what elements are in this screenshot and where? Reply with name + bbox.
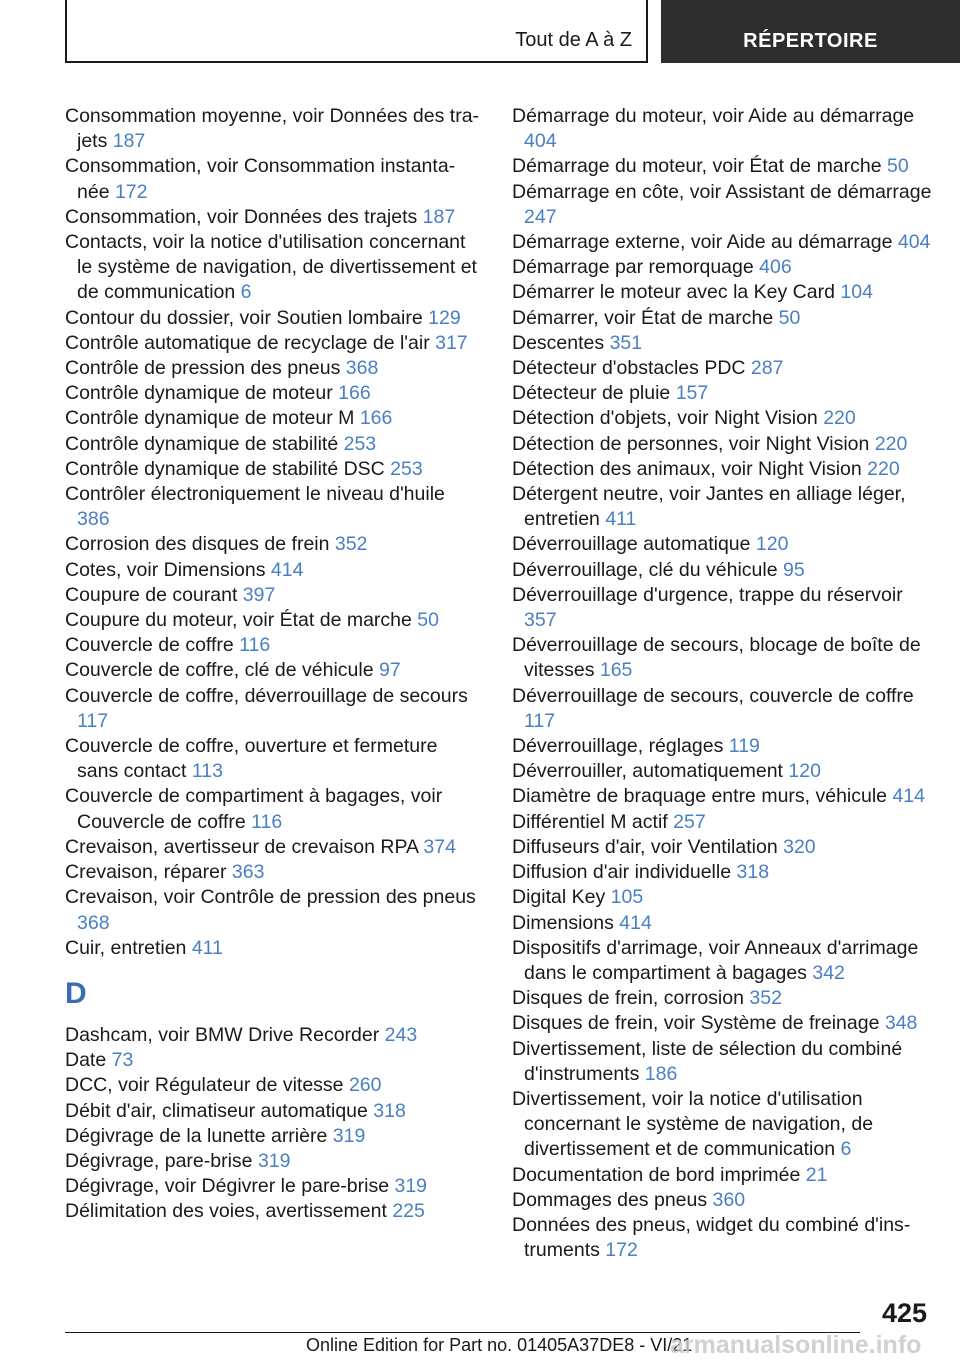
page-reference-link[interactable]: 404 [524,130,557,153]
index-entry [65,154,480,204]
index-entry-text: Détecteur de pluie [512,382,676,405]
page-reference-link[interactable]: 220 [874,432,908,455]
page-reference-link[interactable]: 411 [605,508,637,531]
page-reference-link[interactable]: 50 [887,155,909,178]
index-entry-text: Dégivrage, voir Dégivrer le pare-brise [65,1175,395,1198]
index-entry-text: Démarrage du moteur, voir État de marche [512,155,888,178]
page-reference-link[interactable]: 253 [343,432,377,455]
index-entry [65,658,480,683]
page-reference-link[interactable]: 187 [422,205,456,228]
index-entry [65,331,480,356]
index-entry [65,1149,480,1174]
index-entry [512,406,932,431]
page-number: 425 [881,1298,927,1328]
index-entry [65,684,480,734]
index-entry-text: Dégivrage, pare-brise [65,1149,258,1172]
index-entry [65,230,480,306]
index-entry-text: Couvercle de compartiment à bagages, voir Couvercle de coffre [65,785,443,833]
index-entry [65,406,480,431]
index-entry [65,885,480,935]
footer-edition: Online Edition for Part no. 01405A37DE8 - VI/21 [306,1335,693,1355]
section-title: Tout de A à Z [515,29,632,51]
page-reference-link[interactable]: 105 [610,886,644,909]
index-entry [512,885,932,910]
index-entry-text: Contrôle dynamique de stabilité DSC [65,457,391,480]
index-entry-text: Contrôle de pression des pneus [65,357,346,380]
index-entry-text: Digital Key [512,886,611,909]
page-reference-link[interactable]: 368 [345,357,379,380]
page-reference-link[interactable]: 225 [392,1200,425,1223]
page-reference-link[interactable]: 257 [673,810,706,833]
index-entry [65,532,480,557]
index-entry [512,280,932,305]
index-entry [65,356,480,381]
index-entry-text: Contrôle dynamique de moteur [65,382,339,405]
page-reference-link[interactable]: 404 [897,231,931,254]
page-reference-link[interactable]: 6 [840,1138,852,1161]
page-reference-link[interactable]: 165 [599,659,633,682]
page-reference-link[interactable]: 406 [759,256,792,279]
page-reference-link[interactable]: 117 [77,709,109,732]
page-reference-link[interactable]: 166 [359,407,393,430]
page-reference-link[interactable]: 319 [257,1149,291,1172]
index-entry [65,583,480,608]
index-entry-text: Contour du dossier, voir Soutien lombaire [65,306,429,329]
page-reference-link[interactable]: 166 [338,382,371,405]
index-entry-text: Détection de personnes, voir Night Vision [512,432,875,455]
page-reference-link[interactable]: 386 [77,508,110,531]
page-reference-link[interactable]: 318 [736,861,770,884]
index-entry-text: Coupure de courant [65,583,243,606]
page-reference-link[interactable]: 116 [239,634,271,657]
index-entry-text: Descentes [512,331,610,354]
index-column-left [65,104,480,1225]
index-entry-text: Détergent neutre, voir Jantes en alliage léger, entretien [512,483,906,531]
index-entry [65,734,480,784]
index-entry [512,104,932,154]
index-entry-text: Couvercle de coffre [65,634,240,657]
index-entry-text: Contrôle automatique de recyclage de l'air [65,331,436,354]
page-reference-link[interactable]: 287 [750,357,784,380]
index-entry [512,936,932,986]
index-entry-text: Crevaison, réparer [65,861,232,884]
index-entry-text: Contrôler électroniquement le niveau d'huile [65,483,445,506]
index-entry [512,759,932,784]
index-entry-text: Divertissement, liste de sélection du combiné d'instruments [512,1037,903,1085]
index-entry-text: Débit d'air, climatiseur automatique [65,1099,374,1122]
index-entry [512,381,932,406]
index-entry-text: Déverrouillage, réglages [512,735,729,758]
page-reference-link[interactable]: 352 [749,987,782,1010]
index-entry [65,306,480,331]
index-entry-text: Démarrer, voir État de marche [512,306,779,329]
page-reference-link[interactable]: 6 [240,281,252,304]
index-entry-text: Divertissement, voir la notice d'utilisation concernant le système de navigation, de divertissement et de communication [512,1087,874,1161]
page-reference-link[interactable]: 73 [111,1049,134,1072]
page-reference-link[interactable]: 157 [675,382,709,405]
index-entry-text: Démarrage externe, voir Aide au démarrage [512,231,898,254]
index-entry-text: Démarrage par remorquage [512,256,760,279]
index-entry-text: Crevaison, voir Contrôle de pression des pneus [65,886,476,909]
index-entry [512,532,932,557]
index-entry [512,734,932,759]
index-entry [512,482,932,532]
page-reference-link[interactable]: 129 [428,306,461,329]
index-entry-text: Contrôle dynamique de stabilité [65,432,344,455]
index-entry-text: Détecteur d'obstacles PDC [512,357,751,380]
index-entry [65,381,480,406]
page-reference-link[interactable]: 172 [605,1239,638,1262]
index-entry [512,1213,932,1263]
index-entry-text: Couvercle de coffre, clé de véhicule [65,659,379,682]
index-entry-text: Date [65,1049,112,1072]
index-entry [512,810,932,835]
index-entry-text: Crevaison, avertisseur de crevaison RPA [65,835,424,858]
page-reference-link[interactable]: 120 [788,760,821,783]
index-entry [512,230,932,255]
page-reference-link[interactable]: 317 [435,331,468,354]
section-tab-header [65,0,648,63]
index-entry [512,911,932,936]
index-entry-text: Disques de frein, voir Système de freinage [512,1012,885,1035]
watermark-logo: armanualsonline.info [670,1331,922,1359]
index-entry-text: Diamètre de braquage entre murs, véhicule [512,785,893,808]
index-entry [512,860,932,885]
index-entry [512,154,932,179]
section-letter-d: D [65,976,87,1010]
page-reference-link[interactable]: 186 [644,1062,678,1085]
repertoire-tab[interactable] [661,0,960,63]
index-entry [65,205,480,230]
index-group-c [65,104,480,961]
index-entry-text: Documentation de bord imprimée [512,1163,806,1186]
index-entry [65,835,480,860]
index-entry [65,457,480,482]
index-entry-text: Délimitation des voies, avertissement [65,1200,393,1223]
index-entry [512,684,932,734]
index-entry-text: Cuir, entretien [65,936,192,959]
index-entry-text: DCC, voir Régulateur de vitesse [65,1074,349,1097]
index-entry [512,331,932,356]
page-reference-link[interactable]: 414 [619,911,652,934]
page-reference-link[interactable]: 50 [417,609,439,632]
index-entry [65,633,480,658]
index-entry [512,1188,932,1213]
index-entry [512,633,932,683]
index-entry-text: Consommation, voir Consommation instantanée [65,155,456,203]
index-entry [65,1048,480,1073]
index-entry-text: Couvercle de coffre, ouverture et fermeture sans contact [65,735,438,783]
page-reference-link[interactable]: 220 [823,407,856,430]
page-reference-link[interactable]: 116 [251,810,283,833]
page-reference-link[interactable]: 243 [384,1023,418,1046]
page-reference-link[interactable]: 117 [524,709,556,732]
index-entry [512,1087,932,1163]
index-entry [65,936,480,961]
page-reference-link[interactable]: 21 [805,1163,828,1186]
page-reference-link[interactable]: 220 [867,457,900,480]
index-entry-text: Différentiel M actif [512,810,674,833]
repertoire-tab-label: RÉPERTOIRE [743,30,878,52]
page-reference-link[interactable]: 397 [242,583,276,606]
page-reference-link[interactable]: 120 [755,533,789,556]
index-entry [512,1163,932,1188]
index-entry [512,583,932,633]
index-entry-text: Consommation, voir Données des trajets [65,205,423,228]
index-entry [65,1124,480,1149]
index-entry-text: Corrosion des disques de frein [65,533,335,556]
page-reference-link[interactable]: 187 [112,130,146,153]
index-entry [512,255,932,280]
index-entry-text: Diffusion d'air individuelle [512,861,737,884]
index-entry-text: Déverrouillage, clé du véhicule [512,558,783,581]
index-entry-text: Déverrouillage de secours, couvercle de coffre [512,684,914,707]
page-reference-link[interactable]: 342 [812,961,845,984]
page-reference-link[interactable]: 414 [892,785,925,808]
index-entry [65,1199,480,1224]
page-reference-link[interactable]: 374 [423,835,456,858]
index-entry [512,1037,932,1087]
index-entry [65,104,480,154]
index-entry [65,1073,480,1098]
index-entry [65,482,480,532]
index-entry [512,432,932,457]
index-entry [65,1174,480,1199]
index-entry [512,558,932,583]
index-entry-text: Détection des animaux, voir Night Vision [512,457,868,480]
page-reference-link[interactable]: 319 [332,1124,366,1147]
index-entry-text: Couvercle de coffre, déverrouillage de secours [65,684,468,707]
page-reference-link[interactable]: 260 [348,1074,382,1097]
index-entry [65,784,480,834]
index-entry-text: Déverrouillage de secours, blocage de boîte de vitesses [512,634,921,682]
index-entry-text: Coupure du moteur, voir État de marche [65,609,418,632]
index-entry-text: Détection d'objets, voir Night Vision [512,407,824,430]
page-reference-link[interactable]: 95 [782,558,805,581]
page-reference-link[interactable]: 253 [390,457,423,480]
page-reference-link[interactable]: 104 [840,281,873,304]
page-reference-link[interactable]: 318 [373,1099,406,1122]
index-entry-text: Déverrouillage automatique [512,533,756,556]
page-reference-link[interactable]: 351 [609,331,643,354]
index-entry-text: Dashcam, voir BMW Drive Recorder [65,1023,385,1046]
index-entry-text: Contrôle dynamique de moteur M [65,407,360,430]
index-entry [512,457,932,482]
index-entry-text: Dispositifs d'arrimage, voir Anneaux d'arrimage dans le compartiment à bagages [512,936,919,984]
index-entry-text: Déverrouillage d'urgence, trappe du réservoir [512,583,903,606]
page-reference-link[interactable]: 119 [728,735,760,758]
index-entry-text: Diffuseurs d'air, voir Ventilation [512,835,784,858]
index-entry [512,180,932,230]
page-reference-link[interactable]: 352 [334,533,368,556]
page-reference-link[interactable]: 411 [191,936,223,959]
index-entry [65,860,480,885]
index-entry [512,986,932,1011]
page-reference-link[interactable]: 414 [270,558,304,581]
page-reference-link[interactable]: 113 [191,760,223,783]
page-reference-link[interactable]: 357 [524,609,557,632]
page-reference-link[interactable]: 360 [712,1188,746,1211]
index-entry-text: Données des pneus, widget du combiné d'instruments [512,1213,911,1262]
index-entry-text: Disques de frein, corrosion [512,987,750,1010]
page-reference-link[interactable]: 319 [394,1175,428,1198]
index-entry [65,1099,480,1124]
index-entry-text: Démarrage du moteur, voir Aide au démarrage [512,105,915,127]
index-entry [65,558,480,583]
index-entry [512,306,932,331]
index-entry [65,1023,480,1048]
index-entry-text: Démarrage en côte, voir Assistant de démarrage [512,180,932,203]
index-entry-text: Déverrouiller, automatiquement [512,760,789,783]
page-reference-link[interactable]: 172 [114,180,148,203]
page-reference-link[interactable]: 97 [378,659,401,682]
index-group-d-continued [512,104,932,1263]
index-entry [65,608,480,633]
index-entry-text: Dommages des pneus [512,1188,713,1211]
page-reference-link[interactable]: 320 [783,835,816,858]
index-entry-text: Cotes, voir Dimensions [65,558,271,581]
index-entry-text: Dégivrage de la lunette arrière [65,1124,333,1147]
index-entry [512,356,932,381]
index-entry-text: Démarrer le moteur avec la Key Card [512,281,841,304]
index-group-d [65,1023,480,1225]
page-reference-link[interactable]: 363 [231,861,265,884]
page-reference-link[interactable]: 247 [524,205,557,228]
page-reference-link[interactable]: 50 [778,306,801,329]
page-reference-link[interactable]: 348 [884,1012,918,1035]
index-entry-text: Dimensions [512,911,620,934]
index-entry-text: Contacts, voir la notice d'utilisation concernant le système de navigation, de divertissement et de communication [65,231,477,304]
index-entry [512,835,932,860]
index-entry [512,1011,932,1036]
index-entry [512,784,932,809]
index-entry-text: Consommation moyenne, voir Données des trajets [65,105,480,153]
page-reference-link[interactable]: 368 [77,911,110,934]
index-entry [65,432,480,457]
index-column-right [512,104,932,1263]
